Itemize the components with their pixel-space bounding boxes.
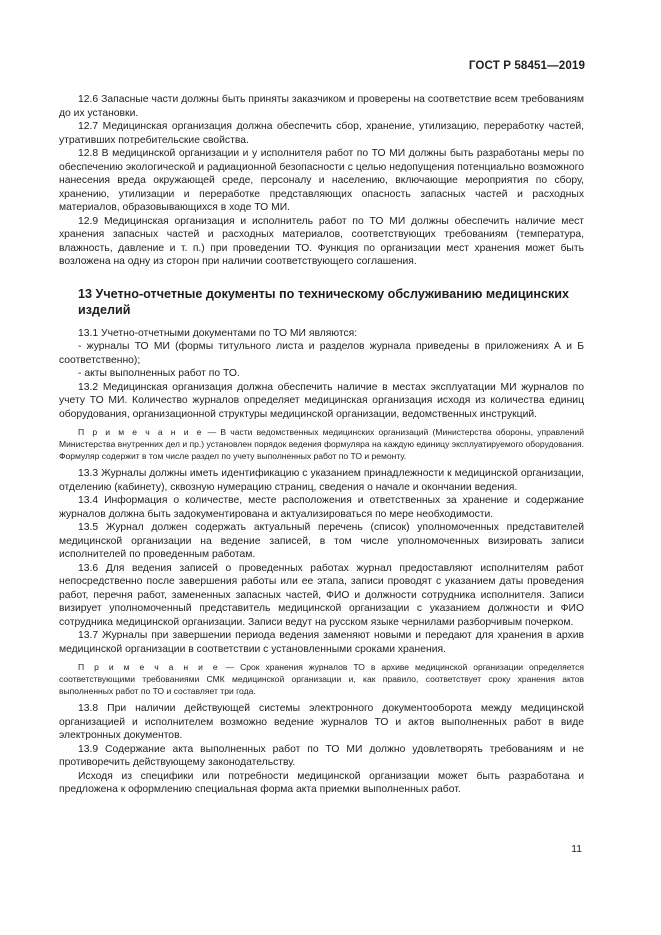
page-number: 11 <box>571 844 582 855</box>
paragraph-12-8: 12.8 В медицинской организации и у исполнителя работ по ТО МИ должны быть разработаны меры по обеспечению экологической и радиационной безопасности с целью недопущения потенциально возможного нанесения вреда окружающей среде, персоналу и населению, включающие мероприятия по сбору, хранению, утилизации и переработке представляющих опасность запасных частей и расходных материалов, образовывающихся в ходе ТО МИ. <box>59 148 584 213</box>
note-label: П р и м е ч а н и е <box>78 662 220 672</box>
paragraph-13-1: 13.1 Учетно-отчетными документами по ТО МИ являются: <box>78 327 358 339</box>
section-13-heading: 13 Учетно-отчетные документы по техническому обслуживанию медицинских изделий <box>78 286 570 317</box>
paragraph-13-3: 13.3 Журналы должны иметь идентификацию с указанием принадлежности к медицинской организации, отделению (кабинету), сквозную нумерацию страниц, сведения о начале и окончании ведения. <box>59 468 584 493</box>
document-header: ГОСТ Р 58451—2019 <box>468 59 585 72</box>
paragraph-12-6: 12.6 Запасные части должны быть приняты заказчиком и проверены на соответствие всем требованиям до их установки. <box>59 94 584 119</box>
paragraph-13-5: 13.5 Журнал должен содержать актуальный перечень (список) уполномоченных представителей медицинской организации на ведение записей, в том числе уполномоченных визировать записи исполнителей по проведенным работам. <box>59 522 584 560</box>
note-archive <box>59 661 584 697</box>
paragraph-act-form: Исходя из специфики или потребности медицинской организации может быть разработана и предложена к оформлению специальная форма акта приемки выполненных работ. <box>59 770 584 795</box>
note-text: — В части ведомственных медицинских организаций (Министерства обороны, управлений Министерства внутренних дел и пр.) установлен порядок ведения формуляра на каждую единицу эксплуатируемого оборудования. Формуляр содержит в том числе раздел по учету выполненных работ по ТО и ремонту. <box>59 427 584 461</box>
note-label: П р и м е ч а н и е <box>78 427 204 437</box>
paragraph-13-2: 13.2 Медицинская организация должна обеспечить наличие в местах эксплуатации МИ журналов по учету ТО МИ. Количество журналов определяет медицинская организация исходя из количества единиц оборудования, организационной структуры медицинской организации, ведомственных инструкций. <box>59 381 584 420</box>
list-item-acts: - акты выполненных работ по ТО. <box>78 368 240 379</box>
note-formular <box>59 426 584 462</box>
paragraph-13-8: 13.8 При наличии действующей системы электронного документооборота между медицинской организацией и исполнителем возможно ведение журналов ТО и актов выполненных работ в виде электронных документов. <box>59 703 584 741</box>
list-item-journals: - журналы ТО МИ (формы титульного листа и разделов журнала приведены в приложениях А и Б соответственно); <box>59 341 584 366</box>
paragraph-13-9: 13.9 Содержание акта выполненных работ по ТО МИ должно удовлетворять требованиям и не противоречить действующему законодательству. <box>59 743 584 768</box>
note-text: — Срок хранения журналов ТО в архиве медицинской организации определяется соответствующими требованиями СМК медицинской организации и, как правило, соответствует сроку хранения актов выполненных работ по ТО и составляет три года. <box>59 662 584 696</box>
paragraph-12-7: 12.7 Медицинская организация должна обеспечить сбор, хранение, утилизацию, переработку частей, утративших потребительские свойства. <box>59 121 584 146</box>
paragraph-13-7: 13.7 Журналы при завершении периода ведения заменяют новыми и передают для хранения в архив медицинской организации в соответствии с установленными сроками хранения. <box>59 630 584 655</box>
page-body <box>59 93 584 797</box>
paragraph-13-4: 13.4 Информация о количестве, месте расположения и ответственных за хранение и содержание журналов должна быть задокументирована и актуализироваться по мере необходимости. <box>59 495 584 520</box>
paragraph-12-9: 12.9 Медицинская организация и исполнитель работ по ТО МИ должны обеспечить наличие мест хранения запасных частей и расходных материалов, соответствующих требованиям (температура, влажность, давление и т. п.) при проведении ТО. Функция по организации мест хранения может быть возложена на одну из сторон при наличии соответствующего соглашения. <box>59 215 584 267</box>
paragraph-13-6: 13.6 Для ведения записей о проведенных работах журнал предоставляют исполнителям работ непосредственно после завершения работы или ее этапа, записи проводят с указанием даты проведения работ, перечня работ, замененных запасных частей, ФИО и должности сотрудника исполнителя. Записи визирует уполномоченный представитель медицинской организации с указанием должности и ФИО сотрудника медицинской организации. Записи ведут на русском языке чернилами разборчивым почерком. <box>59 562 584 628</box>
